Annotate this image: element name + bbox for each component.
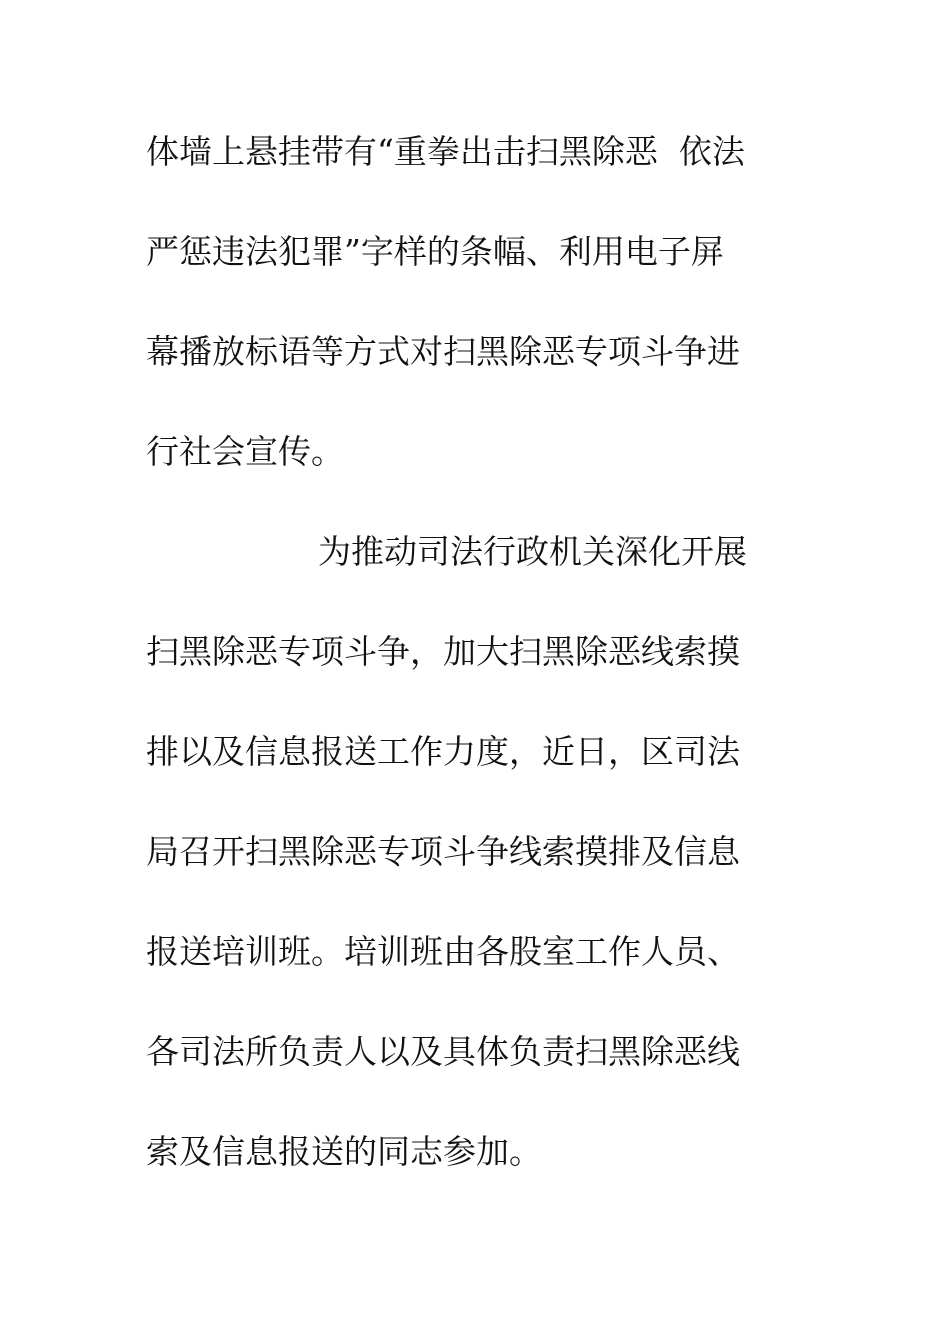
text-line: 行社会宣传。	[146, 432, 344, 471]
text-line: 严惩违法犯罪”字样的条幅、利用电子屏	[146, 232, 724, 271]
text-line: 报送培训班。培训班由各股室工作人员、	[146, 932, 740, 971]
text-line: 排以及信息报送工作力度，近日，区司法	[146, 732, 740, 771]
text-line: 扫黑除恶专项斗争，加大扫黑除恶线索摸	[146, 632, 740, 671]
text-line: 各司法所负责人以及具体负责扫黑除恶线	[146, 1032, 740, 1071]
text-line: 局召开扫黑除恶专项斗争线索摸排及信息	[146, 832, 740, 871]
text-line: 为推动司法行政机关深化开展	[318, 532, 747, 571]
text-line: 体墙上悬挂带有“重拳出击扫黑除恶 依法	[146, 132, 745, 171]
text-line: 幕播放标语等方式对扫黑除恶专项斗争进	[146, 332, 740, 371]
text-line: 索及信息报送的同志参加。	[146, 1132, 542, 1171]
